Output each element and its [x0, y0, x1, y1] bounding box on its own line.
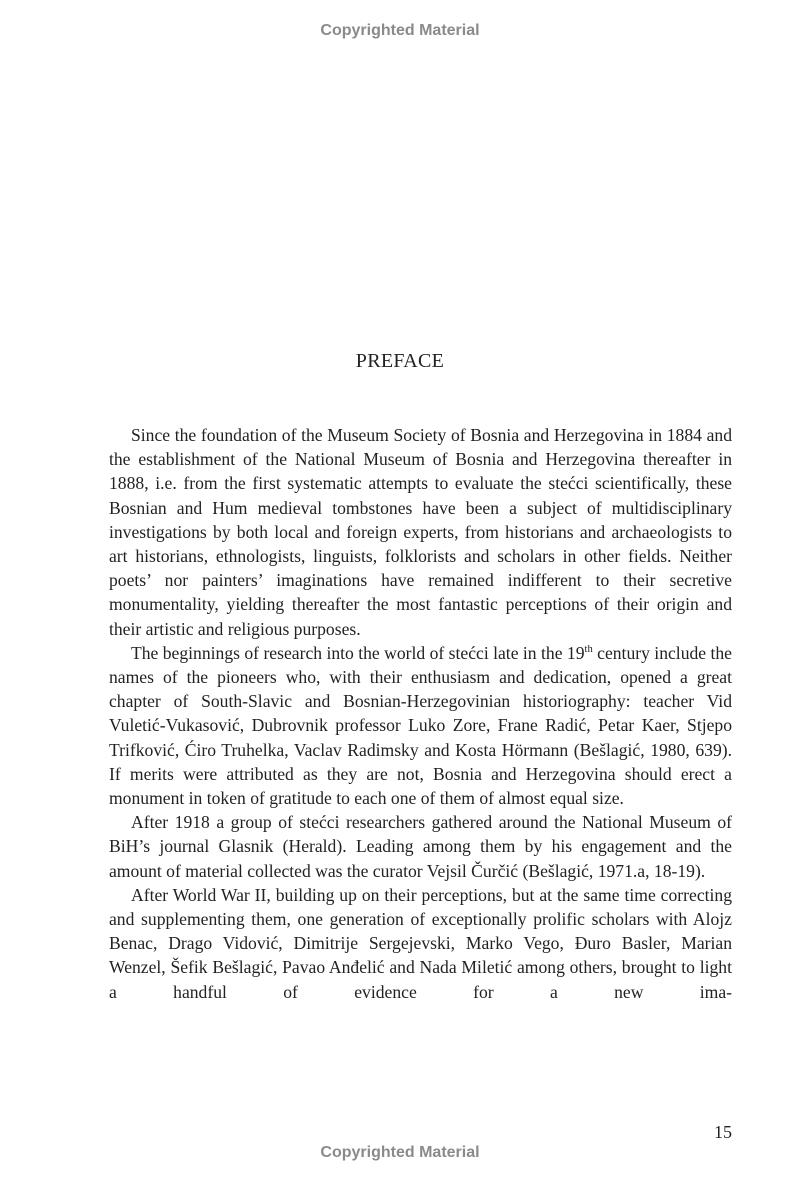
paragraph-2 — [109, 641, 732, 810]
copyright-watermark-top: Copyrighted Material — [320, 22, 480, 39]
body-text — [109, 423, 732, 1004]
page-title: PREFACE — [355, 350, 445, 372]
paragraph-3: After 1918 a group of stećci researchers gathered around the National Museum of BiH’s journal Glasnik (Herald). Leading among them by his engagement and the amount of material collected was the curator Vejsil Čurčić (Bešlagić, 1971.a, 18-19). — [109, 812, 732, 881]
paragraph-2-text-b: century include the names of the pioneers who, with their enthusiasm and dedication, opened a great chapter of South-Slavic and Bosnian-Herzegovinian historiography: teacher Vid Vuletić-Vukasović, Dubrovnik professor Luko Zore, Frane Radić, Petar Kaer, Stjepo Trifković, Ćiro Truhelka, Vaclav Radimsky and Kosta Hörmann (Bešlagić, 1980, 639). If merits were attributed as they are not, Bosnia and Herzegovina should erect a monument in token of gratitude to each one of them of almost equal size. — [109, 642, 732, 809]
paragraph-4: After World War II, building up on their perceptions, but at the same time correcting and supplementing them, one generation of exceptionally prolific scholars with Alojz Benac, Drago Vidović, Dimitrije Sergejevski, Marko Vego, Đuro Basler, Marian Wenzel, Šefik Bešlagić, Pavao Anđelić and Nada Miletić among others, brought to light a handful of evidence for a new ima- — [109, 884, 732, 1002]
century-superscript: th — [584, 643, 593, 655]
copyright-watermark-bottom: Copyrighted Material — [320, 1144, 480, 1161]
paragraph-1: Since the foundation of the Museum Society of Bosnia and Herzegovina in 1884 and the establishment of the National Museum of Bosnia and Herzegovina thereafter in 1888, i.e. from the first systematic attempts to evaluate the stećci scientifically, these Bosnian and Hum medieval tombstones have been a subject of multidisciplinary investigations by both local and foreign experts, from historians and archaeologists to art historians, ethnologists, linguists, folklorists and scholars in other fields. Neither poets’ nor painters’ imaginations have remained indifferent to their secretive monumentality, yielding thereafter the most fantastic perceptions of their origin and their artistic and religious purposes. — [109, 425, 732, 639]
paragraph-2-text-a: The beginnings of research into the world of stećci late in the 19 — [131, 642, 585, 663]
page-number: 15 — [714, 1122, 732, 1142]
